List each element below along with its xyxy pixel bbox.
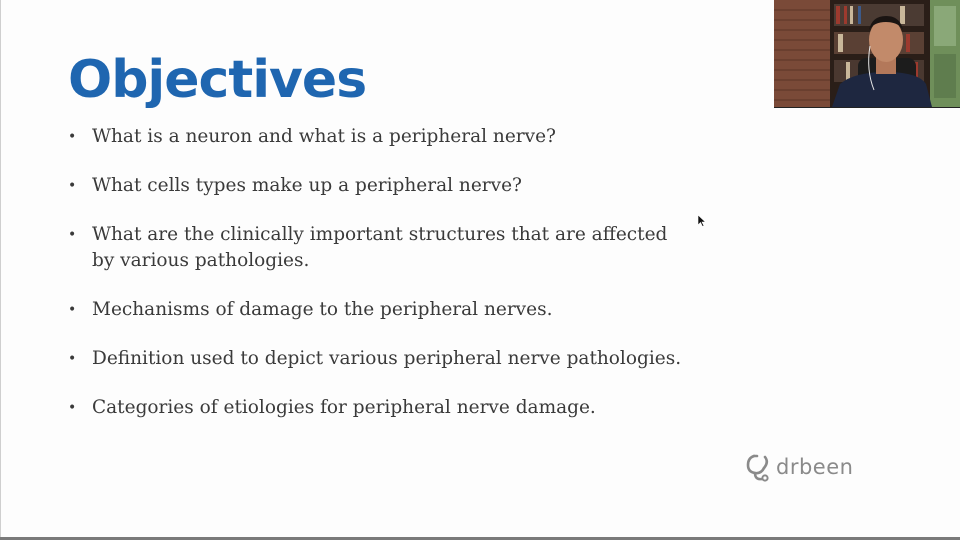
brand-logo [745,452,853,482]
bullet-icon: • [68,227,77,243]
bullet-text: What are the clinically important structures that are affected by various pathologies. [92,224,668,271]
mouse-cursor-icon [698,214,706,232]
slide-title: Objectives [68,50,367,110]
presenter-video [774,0,960,107]
objectives-list [66,124,686,444]
bullet-text: Categories of etiologies for peripheral nerve damage. [92,397,596,418]
list-item [66,395,686,421]
slide-left-border [0,0,1,540]
bullet-icon: • [68,129,77,145]
list-item [66,124,686,150]
bullet-icon: • [68,178,77,194]
bullet-icon: • [68,400,77,416]
list-item [66,346,686,372]
bullet-icon: • [68,302,77,318]
bullet-icon: • [68,351,77,367]
list-item [66,222,686,274]
stethoscope-icon [745,452,773,482]
list-item [66,297,686,323]
logo-text: drbeen [776,454,854,479]
bullet-text: What is a neuron and what is a peripheral nerve? [92,126,556,147]
bullet-text: What cells types make up a peripheral nerve? [92,175,522,196]
bullet-text: Definition used to depict various peripheral nerve pathologies. [92,348,682,369]
bullet-text: Mechanisms of damage to the peripheral nerves. [92,299,553,320]
webcam-overlay [774,0,960,108]
list-item [66,173,686,199]
